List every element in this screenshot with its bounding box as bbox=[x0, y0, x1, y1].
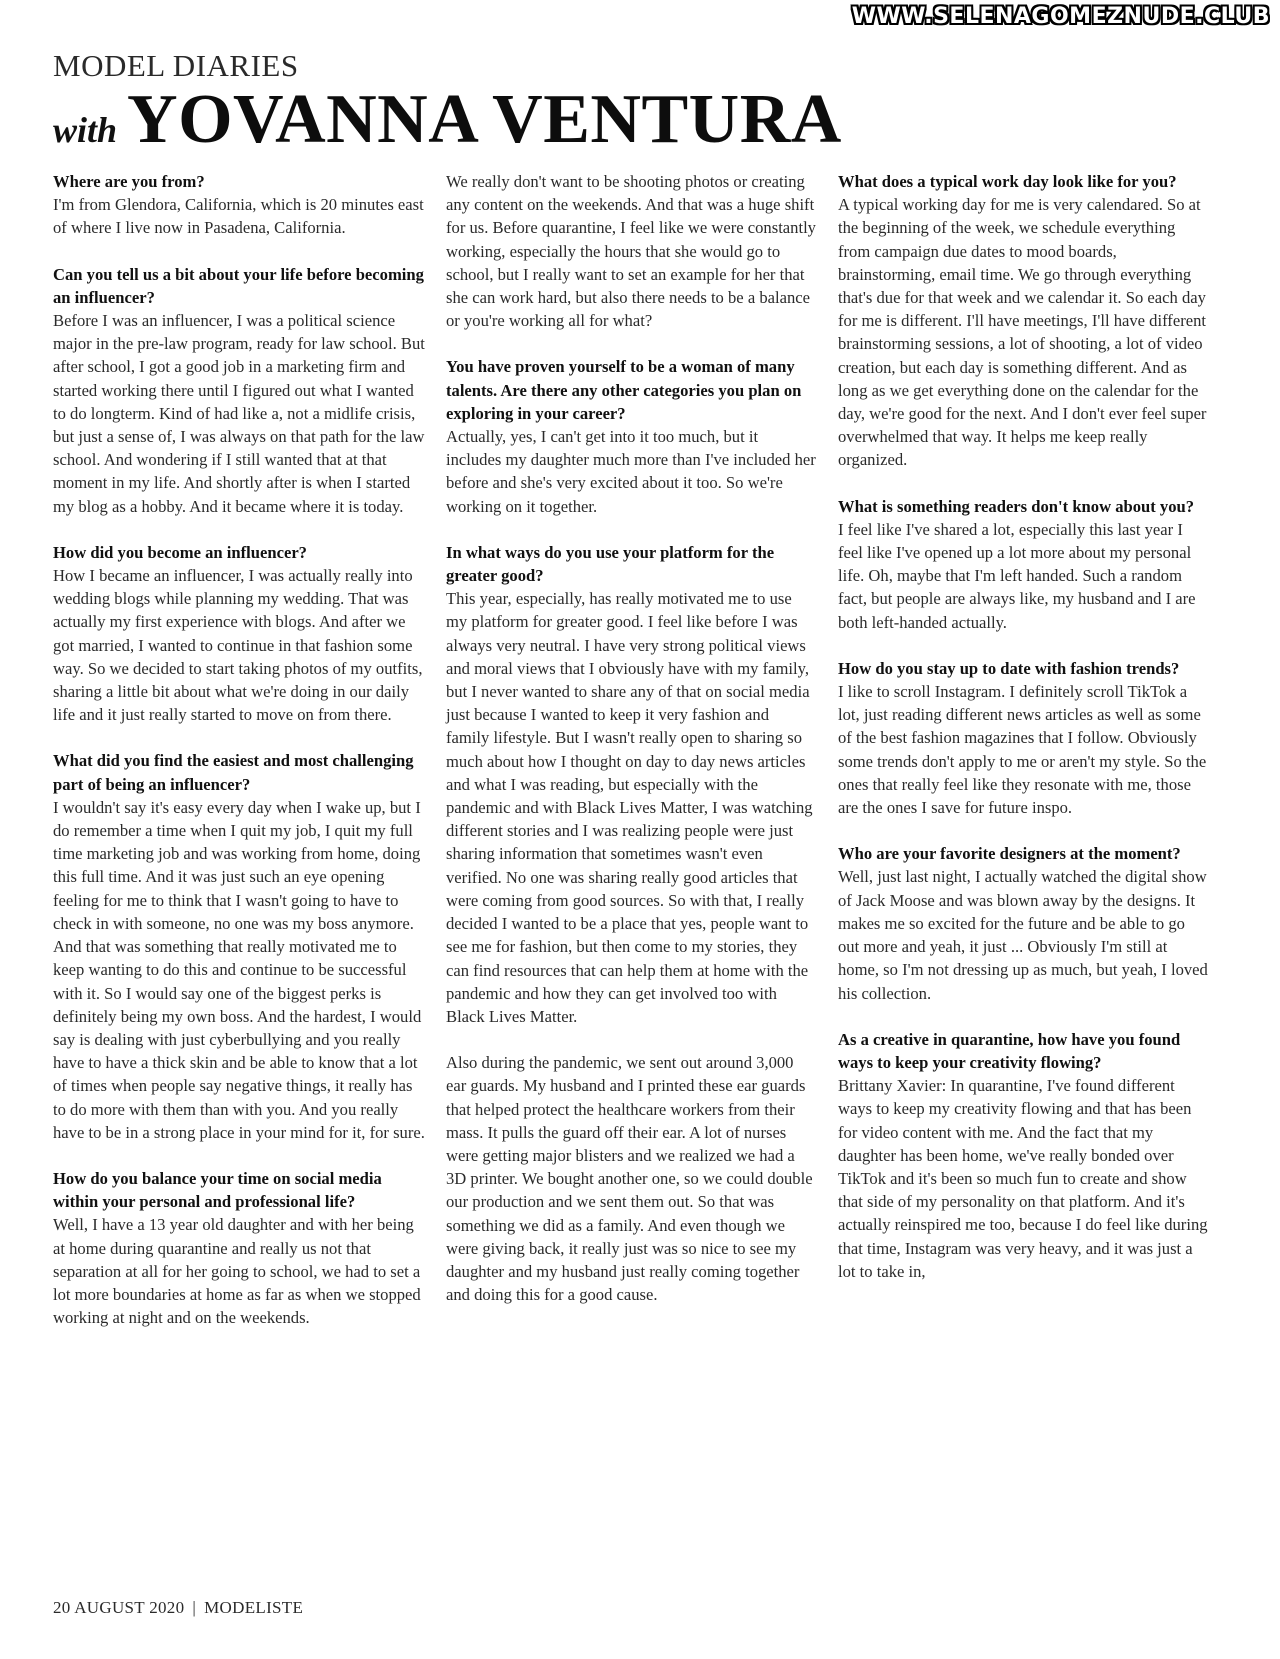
answer-text: How I became an influencer, I was actually really into wedding blogs while planning my wedding. That was actually my first experience with blogs. And after we got married, I wanted to continue in that fashion some way. So we decided to start taking photos of my outfits, sharing a little bit about what we're doing in our daily life and it just really started to move on from there. bbox=[53, 566, 423, 725]
answer-text: I'm from Glendora, California, which is 20 minutes east of where I live now in Pasadena, California. bbox=[53, 195, 424, 238]
qa-block bbox=[446, 355, 816, 517]
question-heading: Where are you from? bbox=[53, 172, 205, 191]
qa-block bbox=[446, 1051, 816, 1306]
question-heading: What does a typical work day look like for you? bbox=[838, 172, 1177, 191]
question-heading: As a creative in quarantine, how have you found ways to keep your creativity flowing? bbox=[838, 1029, 1181, 1072]
qa-block bbox=[53, 263, 425, 518]
footer-date: 20 AUGUST 2020 bbox=[53, 1598, 185, 1617]
qa-block bbox=[53, 1167, 425, 1329]
qa-block bbox=[838, 170, 1210, 472]
answer-text: A typical working day for me is very calendared. So at the beginning of the week, we schedule everything from campaign due dates to mood boards, brainstorming, email time. We go through everything that's due for that week and we calendar it. So each day for me is different. I'll have meetings, I'll have different brainstorming sessions, a lot of shooting, a lot of video creation, but each day is something different. And as long as we get everything done on the calendar for the day, we're good for the next. And I don't ever feel super overwhelmed that way. It helps me keep really organized. bbox=[838, 195, 1207, 470]
answer-text: Actually, yes, I can't get into it too much, but it includes my daughter much more than I've included her before and she's very excited about it too. So we're working on it together. bbox=[446, 427, 816, 516]
title-name: YOVANNA VENTURA bbox=[127, 81, 842, 158]
question-heading: Who are your favorite designers at the moment? bbox=[838, 844, 1181, 864]
page-footer bbox=[53, 1598, 303, 1618]
footer-separator: | bbox=[192, 1598, 197, 1617]
text-column-3 bbox=[838, 170, 1210, 1306]
page-title bbox=[53, 80, 842, 160]
question-heading: In what ways do you use your platform for the greater good? bbox=[446, 542, 775, 586]
answer-text: Well, I have a 13 year old daughter and with her being at home during quarantine and really us not that separation at all for her going to school, we had to set a lot more boundaries at home as far as when we stopped working at night and on the weekends. bbox=[53, 1215, 421, 1328]
question-heading: You have proven yourself to be a woman of many talents. Are there any other categories you plan on exploring in your career? bbox=[446, 357, 802, 423]
watermark: WWW.SELENAGOMEZNUDE.CLUB bbox=[851, 4, 1270, 29]
answer-text: This year, especially, has really motivated me to use my platform for greater good. I feel like before I was always very neutral. I have very strong political views and moral views that I obviously have with my family, but I never wanted to share any of that on social media just because I wanted to keep it very fashion and family lifestyle. But I wasn't really open to sharing so much about how I thought on day to day news articles and what I was reading, but especially with the pandemic and with Black Lives Matter, I was watching different stories and I was realizing people were just sharing information that sometimes wasn't even verified. No one was sharing really good articles that were coming from good sources. So with that, I really decided I wanted to be a place that yes, people want to see me for fashion, but then come to my stories, they can find resources that can help them at home with the pandemic and how they can get involved too with Black Lives Matter. bbox=[446, 589, 813, 1026]
qa-block bbox=[838, 842, 1210, 1004]
answer-text: I feel like I've shared a lot, especially this last year I feel like I've opened up a lot more about my personal life. Oh, maybe that I'm left handed. Such a random fact, but people are always like, my husband and I are both left-handed actually. bbox=[838, 519, 1196, 632]
text-column-1 bbox=[53, 170, 425, 1352]
qa-block bbox=[838, 495, 1210, 634]
answer-text: Also during the pandemic, we sent out around 3,000 ear guards. My husband and I printed these ear guards that helped protect the healthcare workers from their mass. It pulls the guard off their ear. A lot of nurses were getting major blisters and we realized we had a 3D printer. We bought another one, so we could double our production and we sent them out. So that was something we did as a family. And even though we were giving back, it really just was so nice to see my daughter and my husband just really coming together and doing this for a good cause. bbox=[446, 1053, 813, 1305]
qa-block bbox=[446, 541, 816, 1028]
answer-text: I wouldn't say it's easy every day when I wake up, but I do remember a time when I quit my job, I quit my full time marketing job and was working from home, doing this full time. And it was just such an eye opening feeling for me to think that I wasn't going to have to check in with someone, no one was my boss anymore. And that was something that really motivated me to keep wanting to do this and continue to be successful with it. So I would say one of the biggest perks is definitely being my own boss. And the hardest, I would say is dealing with just cyberbullying and you really have to have a thick skin and be able to know that a lot of times when people say negative things, it really has to do more with them than with you. And you really have to be in a strong place in your mind for it, for sure. bbox=[53, 797, 425, 1142]
qa-block bbox=[838, 657, 1210, 819]
answer-text: Well, just last night, I actually watched the digital show of Jack Moose and was blown away by the designs. It makes me so excited for the future and be able to go out more and yeah, it just ... Obviously I'm still at home, so I'm not dressing up as much, but yeah, I loved his collection. bbox=[838, 867, 1208, 1003]
title-with: with bbox=[53, 110, 118, 150]
answer-text: We really don't want to be shooting photos or creating any content on the weekends. And that was a huge shift for us. Before quarantine, I feel like we were constantly working, especially the hours that she would go to school, but I really want to set an example for her that she can work hard, but also there needs to be a balance or you're working all for what? bbox=[446, 172, 816, 331]
text-column-2 bbox=[446, 170, 816, 1329]
qa-block bbox=[53, 170, 425, 240]
qa-block bbox=[53, 541, 425, 727]
footer-magazine: MODELISTE bbox=[204, 1598, 304, 1617]
answer-text: I like to scroll Instagram. I definitely scroll TikTok a lot, just reading different news articles as well as some of the best fashion magazines that I follow. Obviously some trends don't apply to me or aren't my style. So the ones that really feel like they resonate with me, those are the ones I save for future inspo. bbox=[838, 682, 1207, 818]
question-heading: Can you tell us a bit about your life before becoming an influencer? bbox=[53, 264, 424, 307]
question-heading: How did you become an influencer? bbox=[53, 542, 307, 562]
question-heading: How do you balance your time on social media within your personal and professional life? bbox=[53, 1168, 382, 1212]
section-kicker: MODEL DIARIES bbox=[53, 48, 299, 83]
qa-block bbox=[838, 1028, 1210, 1283]
qa-block bbox=[53, 749, 425, 1143]
answer-text: Before I was an influencer, I was a political science major in the pre-law program, ready for law school. But after school, I got a good job in a marketing firm and started working there until I figured out what I wanted to do longterm. Kind of had like a, not a midlife crisis, but just a sense of, I was always on that path for the law school. And wondering if I still wanted that at that moment in my life. And shortly after is when I started my blog as a hobby. And it became where it is today. bbox=[53, 311, 425, 516]
question-heading: What is something readers don't know about you? bbox=[838, 496, 1195, 516]
answer-text: Brittany Xavier: In quarantine, I've found different ways to keep my creativity flowing and that has been for video content with me. And the fact that my daughter has been home, we've really bonded over TikTok and it's been so much fun to create and show that side of my personality on that platform. And it's actually reinspired me too, because I do feel like during that time, Instagram was very heavy, and it was just a lot to take in, bbox=[838, 1076, 1208, 1281]
question-heading: How do you stay up to date with fashion trends? bbox=[838, 658, 1180, 678]
qa-block bbox=[446, 170, 816, 332]
question-heading: What did you find the easiest and most challenging part of being an influencer? bbox=[53, 751, 414, 794]
